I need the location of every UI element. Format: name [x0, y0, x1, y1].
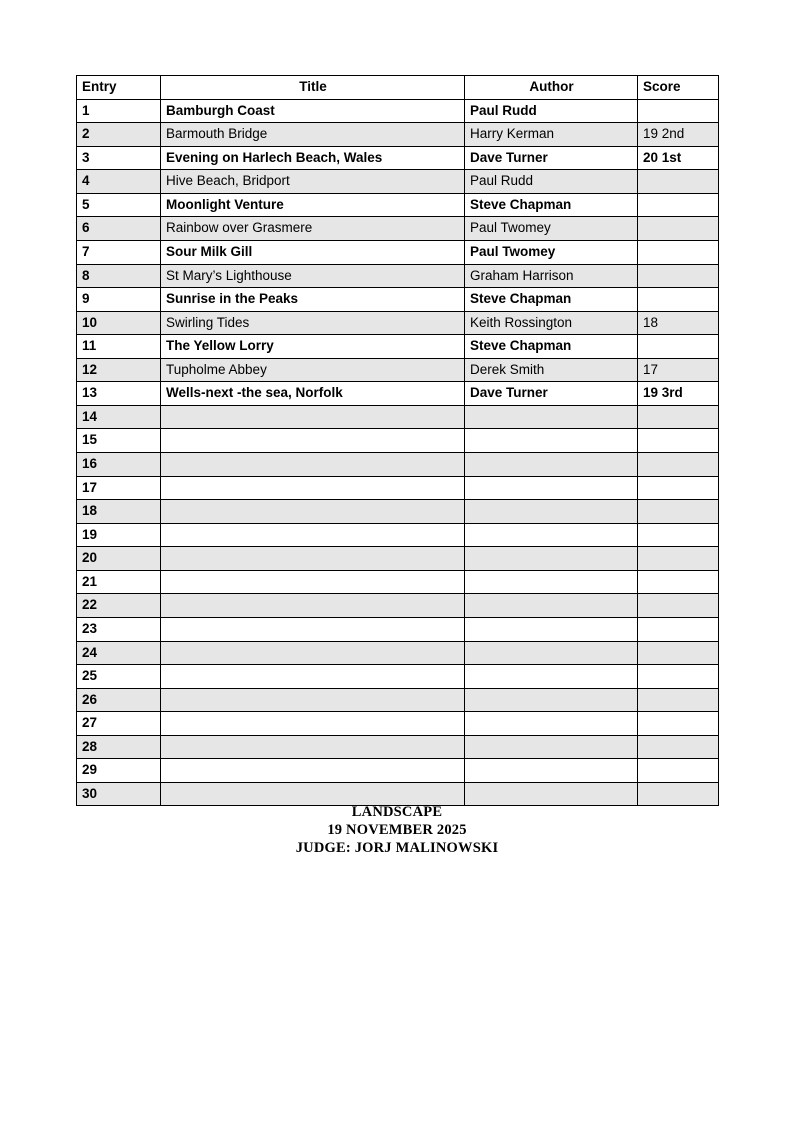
cell-author: Dave Turner: [465, 146, 638, 170]
column-header-title: Title: [161, 76, 465, 100]
footer-category: LANDSCAPE: [351, 804, 443, 820]
cell-title: Barmouth Bridge: [161, 123, 465, 147]
cell-score: [638, 500, 719, 524]
cell-entry: 1: [77, 99, 161, 123]
table-row: [77, 759, 719, 783]
cell-author: [465, 594, 638, 618]
cell-title: [161, 712, 465, 736]
cell-title: Tupholme Abbey: [161, 358, 465, 382]
cell-score: [638, 405, 719, 429]
cell-author: Steve Chapman: [465, 335, 638, 359]
cell-score: [638, 547, 719, 571]
cell-entry: 22: [77, 594, 161, 618]
table-row: [77, 594, 719, 618]
cell-author: [465, 688, 638, 712]
cell-author: [465, 453, 638, 477]
cell-title: [161, 476, 465, 500]
cell-entry: 29: [77, 759, 161, 783]
table-row: [77, 335, 719, 359]
table-row: [77, 193, 719, 217]
cell-score: [638, 617, 719, 641]
cell-score: [638, 570, 719, 594]
table-row: [77, 500, 719, 524]
cell-score: 20 1st: [638, 146, 719, 170]
cell-entry: 19: [77, 523, 161, 547]
cell-author: Graham Harrison: [465, 264, 638, 288]
table-row: [77, 217, 719, 241]
cell-entry: 21: [77, 570, 161, 594]
table-row: [77, 311, 719, 335]
cell-title: [161, 500, 465, 524]
cell-title: [161, 665, 465, 689]
cell-score: [638, 523, 719, 547]
cell-entry: 15: [77, 429, 161, 453]
cell-title: Wells-next -the sea, Norfolk: [161, 382, 465, 406]
cell-score: [638, 665, 719, 689]
cell-author: [465, 665, 638, 689]
table-row: [77, 382, 719, 406]
cell-author: Dave Turner: [465, 382, 638, 406]
cell-score: [638, 240, 719, 264]
cell-title: [161, 453, 465, 477]
cell-title: [161, 547, 465, 571]
cell-score: [638, 193, 719, 217]
cell-author: Steve Chapman: [465, 193, 638, 217]
table-row: [77, 523, 719, 547]
cell-title: [161, 570, 465, 594]
table-row: [77, 358, 719, 382]
cell-title: Rainbow over Grasmere: [161, 217, 465, 241]
cell-title: [161, 429, 465, 453]
cell-score: 18: [638, 311, 719, 335]
footer-date: 19 NOVEMBER 2025: [327, 822, 467, 839]
column-header-score: Score: [638, 76, 719, 100]
table-header-row: [77, 76, 719, 100]
cell-entry: 5: [77, 193, 161, 217]
cell-title: Bamburgh Coast: [161, 99, 465, 123]
cell-entry: 30: [77, 782, 161, 806]
cell-score: [638, 641, 719, 665]
cell-author: [465, 712, 638, 736]
cell-entry: 11: [77, 335, 161, 359]
cell-score: [638, 217, 719, 241]
cell-entry: 20: [77, 547, 161, 571]
cell-author: Paul Rudd: [465, 99, 638, 123]
cell-entry: 26: [77, 688, 161, 712]
cell-entry: 4: [77, 170, 161, 194]
cell-author: Paul Rudd: [465, 170, 638, 194]
cell-title: The Yellow Lorry: [161, 335, 465, 359]
cell-score: [638, 99, 719, 123]
cell-score: [638, 594, 719, 618]
table-row: [77, 288, 719, 312]
footer-judge: JUDGE: JORJ MALINOWSKI: [295, 840, 499, 857]
cell-entry: 3: [77, 146, 161, 170]
table-row: [77, 665, 719, 689]
cell-title: [161, 759, 465, 783]
cell-author: [465, 500, 638, 524]
cell-author: [465, 523, 638, 547]
cell-entry: 10: [77, 311, 161, 335]
cell-entry: 7: [77, 240, 161, 264]
table-row: [77, 547, 719, 571]
cell-author: Derek Smith: [465, 358, 638, 382]
cell-author: [465, 476, 638, 500]
table-row: [77, 264, 719, 288]
table-row: [77, 688, 719, 712]
table-row: [77, 641, 719, 665]
table-row: [77, 735, 719, 759]
table-row: [77, 405, 719, 429]
table-row: [77, 570, 719, 594]
cell-entry: 8: [77, 264, 161, 288]
table-row: [77, 617, 719, 641]
table-row: [77, 429, 719, 453]
cell-author: Paul Twomey: [465, 240, 638, 264]
cell-entry: 6: [77, 217, 161, 241]
cell-author: [465, 759, 638, 783]
cell-score: [638, 476, 719, 500]
cell-title: Moonlight Venture: [161, 193, 465, 217]
cell-title: St Mary’s Lighthouse: [161, 264, 465, 288]
cell-score: [638, 429, 719, 453]
table-row: [77, 146, 719, 170]
cell-score: [638, 335, 719, 359]
cell-score: [638, 453, 719, 477]
cell-score: 17: [638, 358, 719, 382]
cell-entry: 25: [77, 665, 161, 689]
column-header-entry: Entry: [77, 76, 161, 100]
cell-author: Paul Twomey: [465, 217, 638, 241]
cell-title: [161, 735, 465, 759]
table-row: [77, 99, 719, 123]
cell-entry: 13: [77, 382, 161, 406]
cell-entry: 24: [77, 641, 161, 665]
cell-title: Sunrise in the Peaks: [161, 288, 465, 312]
cell-title: Evening on Harlech Beach, Wales: [161, 146, 465, 170]
cell-entry: 9: [77, 288, 161, 312]
cell-author: [465, 547, 638, 571]
cell-author: [465, 617, 638, 641]
table-body: [77, 99, 719, 806]
table-row: [77, 712, 719, 736]
cell-score: 19 2nd: [638, 123, 719, 147]
cell-title: [161, 594, 465, 618]
cell-title: [161, 405, 465, 429]
cell-author: Steve Chapman: [465, 288, 638, 312]
cell-score: 19 3rd: [638, 382, 719, 406]
results-table-container: [76, 75, 718, 806]
cell-author: [465, 570, 638, 594]
cell-author: [465, 735, 638, 759]
cell-score: [638, 735, 719, 759]
cell-score: [638, 759, 719, 783]
cell-author: [465, 641, 638, 665]
table-row: [77, 123, 719, 147]
column-header-author: Author: [465, 76, 638, 100]
cell-entry: 18: [77, 500, 161, 524]
cell-title: [161, 617, 465, 641]
cell-author: [465, 429, 638, 453]
cell-title: Hive Beach, Bridport: [161, 170, 465, 194]
cell-score: [638, 170, 719, 194]
cell-entry: 17: [77, 476, 161, 500]
cell-title: Swirling Tides: [161, 311, 465, 335]
table-row: [77, 476, 719, 500]
cell-title: [161, 523, 465, 547]
results-table: [76, 75, 719, 806]
cell-score: [638, 264, 719, 288]
table-row: [77, 453, 719, 477]
footer-block: [76, 803, 718, 857]
cell-title: [161, 641, 465, 665]
cell-title: Sour Milk Gill: [161, 240, 465, 264]
cell-score: [638, 288, 719, 312]
cell-entry: 16: [77, 453, 161, 477]
table-header: [77, 76, 719, 100]
cell-entry: 12: [77, 358, 161, 382]
cell-entry: 14: [77, 405, 161, 429]
cell-score: [638, 688, 719, 712]
cell-author: [465, 405, 638, 429]
table-row: [77, 170, 719, 194]
cell-author: Keith Rossington: [465, 311, 638, 335]
cell-author: Harry Kerman: [465, 123, 638, 147]
cell-entry: 2: [77, 123, 161, 147]
cell-score: [638, 712, 719, 736]
cell-entry: 28: [77, 735, 161, 759]
table-row: [77, 240, 719, 264]
cell-entry: 27: [77, 712, 161, 736]
cell-entry: 23: [77, 617, 161, 641]
cell-title: [161, 688, 465, 712]
